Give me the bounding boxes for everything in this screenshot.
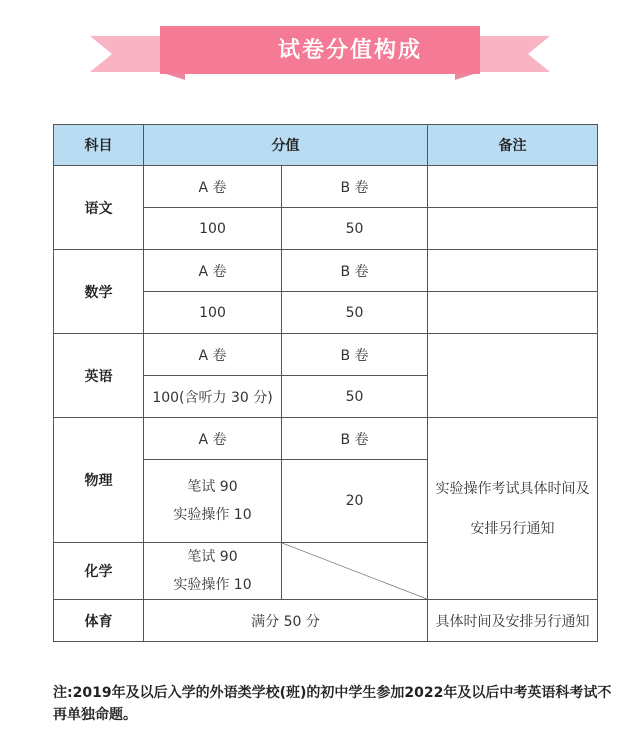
wuli-lab-score: 实验操作 10 — [173, 507, 252, 523]
paper-a-score: 100 — [144, 208, 282, 250]
paper-b-label: B 卷 — [282, 166, 428, 208]
science-remark — [428, 418, 598, 600]
paper-a-label: A 卷 — [144, 334, 282, 376]
header-row — [54, 125, 598, 166]
header-subject: 科目 — [54, 125, 144, 166]
science-remark-line2: 安排另行通知 — [470, 520, 555, 537]
header-score: 分值 — [144, 125, 428, 166]
remark-cell — [428, 166, 598, 208]
wuli-b-score: 20 — [282, 460, 428, 543]
diagonal-line — [282, 543, 427, 599]
paper-a-label: A 卷 — [144, 166, 282, 208]
title-banner — [90, 24, 550, 80]
subject-yingyu: 英语 — [54, 334, 144, 418]
empty-diagonal-cell — [282, 543, 428, 600]
subject-shuxue: 数学 — [54, 250, 144, 334]
tiyu-remark: 具体时间及安排另行通知 — [428, 600, 598, 642]
footnote: 注:2019年及以后入学的外语类学校(班)的初中学生参加2022年及以后中考英语科考试不再单独命题。 — [53, 685, 612, 723]
subject-wuli: 物理 — [54, 418, 144, 543]
score-table — [53, 124, 598, 642]
table-row — [54, 166, 598, 208]
remark-cell — [428, 334, 598, 418]
huaxue-lab-score: 实验操作 10 — [173, 577, 252, 593]
paper-b-score: 50 — [282, 208, 428, 250]
science-remark-line1: 实验操作考试具体时间及 — [435, 480, 590, 497]
paper-a-label: A 卷 — [144, 418, 282, 460]
paper-b-label: B 卷 — [282, 334, 428, 376]
remark-cell — [428, 292, 598, 334]
wuli-a-score — [144, 460, 282, 543]
remark-cell — [428, 208, 598, 250]
paper-a-score: 100 — [144, 292, 282, 334]
table-row — [54, 418, 598, 460]
tiyu-score: 满分 50 分 — [144, 600, 428, 642]
paper-b-score: 50 — [282, 292, 428, 334]
subject-huaxue: 化学 — [54, 543, 144, 600]
remark-cell — [428, 250, 598, 292]
page-title: 试卷分值构成 — [277, 38, 422, 63]
table-row — [54, 334, 598, 376]
subject-tiyu: 体育 — [54, 600, 144, 642]
table-row — [54, 250, 598, 292]
paper-b-label: B 卷 — [282, 418, 428, 460]
paper-b-score: 50 — [282, 376, 428, 418]
paper-a-score: 100(含听力 30 分) — [144, 376, 282, 418]
header-remark: 备注 — [428, 125, 598, 166]
paper-a-label: A 卷 — [144, 250, 282, 292]
subject-yuwen: 语文 — [54, 166, 144, 250]
huaxue-written-score: 笔试 90 — [187, 549, 238, 565]
wuli-written-score: 笔试 90 — [187, 479, 238, 495]
huaxue-a-score — [144, 543, 282, 600]
paper-b-label: B 卷 — [282, 250, 428, 292]
table-row — [54, 600, 598, 642]
